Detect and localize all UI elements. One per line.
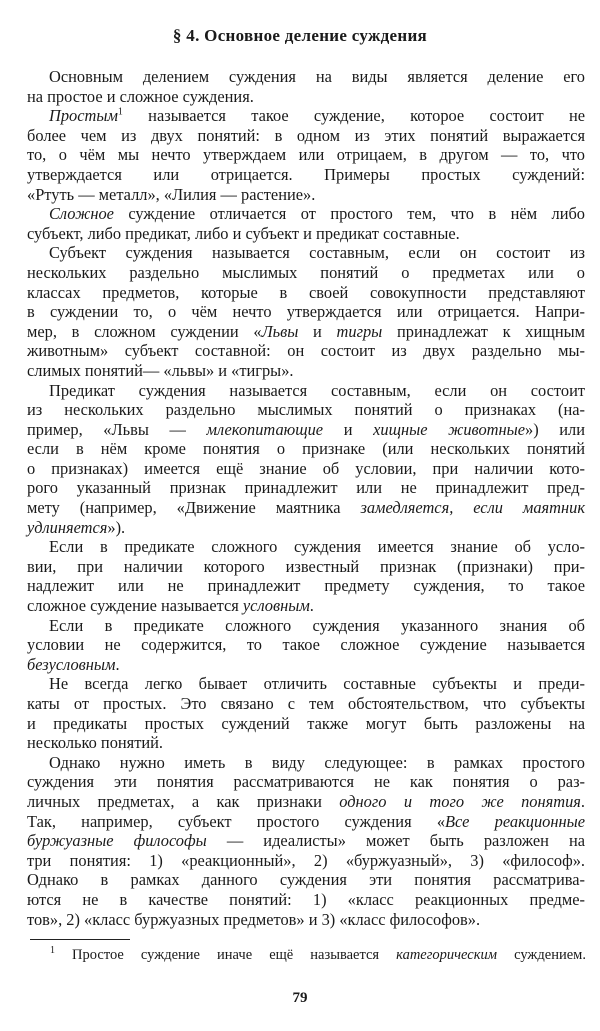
text-run: в суждении то, о чём нечто утверждается или отрицается. Напри- bbox=[27, 302, 585, 322]
paragraph bbox=[27, 106, 585, 204]
text-line bbox=[27, 263, 585, 283]
text-run: Не всегда легко бывает отличить составные субъекты и преди- bbox=[49, 674, 585, 694]
emphasis-text: одного и того же понятия bbox=[339, 791, 581, 811]
text-run: ») или bbox=[525, 419, 586, 439]
text-line bbox=[27, 459, 585, 479]
text-run: тов», 2) «класс буржуазных предметов» и 3) «класс философов». bbox=[27, 909, 481, 929]
text-run: . bbox=[580, 791, 586, 811]
text-run: и bbox=[298, 321, 337, 341]
text-line bbox=[27, 792, 585, 812]
text-line bbox=[27, 204, 585, 224]
text-line bbox=[27, 243, 585, 263]
text-run: личных предметах, а как признаки bbox=[27, 791, 340, 811]
paragraph bbox=[27, 616, 585, 675]
text-run: субъект, либо предикат, либо и субъект и предикат составные. bbox=[27, 223, 460, 243]
text-run: Однако в рамках данного суждения эти понятия рассматрива- bbox=[27, 870, 585, 890]
text-line bbox=[27, 870, 585, 890]
emphasis-text: безусловным bbox=[27, 654, 116, 674]
text-run: Предикат суждения называется составным, если он состоит bbox=[49, 380, 585, 400]
text-run: называется такое суждение, которое состоит не bbox=[122, 106, 585, 126]
text-run: . bbox=[309, 596, 314, 616]
emphasis-text: тигры bbox=[336, 321, 383, 341]
section-title: § 4. Основное деление суждения bbox=[172, 26, 428, 45]
text-run: то, о чём мы нечто утверждаем или отрицаем, в другом — то, что bbox=[27, 145, 585, 165]
text-line bbox=[27, 106, 585, 126]
text-line bbox=[27, 67, 585, 87]
text-line bbox=[27, 478, 585, 498]
paragraph bbox=[27, 243, 585, 380]
text-run: сложное суждение называется bbox=[27, 596, 243, 616]
text-run: . bbox=[115, 654, 120, 674]
text-line bbox=[27, 224, 585, 244]
text-run: вии, при наличии которого известный признак (признаки) при- bbox=[27, 556, 585, 576]
text-line bbox=[27, 694, 585, 714]
text-run: из нескольких раздельно мыслимых понятий о признаках (на- bbox=[27, 400, 585, 420]
text-run: утверждается или отрицается. Примеры простых суждений: bbox=[27, 164, 585, 184]
text-line bbox=[27, 655, 585, 675]
text-run: суждением. bbox=[497, 947, 586, 963]
text-run: Если в предикате сложного суждения имеется знание об усло- bbox=[49, 537, 585, 557]
emphasis-text: млекопитающие bbox=[206, 419, 324, 439]
text-run: принадлежат к хищным bbox=[382, 321, 586, 341]
text-run: и предикаты простых суждений также могут быть разложены на bbox=[27, 713, 585, 733]
emphasis-text: буржуазные философы bbox=[27, 831, 207, 851]
text-line bbox=[27, 772, 585, 792]
emphasis-text: категорическим bbox=[396, 947, 498, 963]
text-line bbox=[27, 616, 585, 636]
text-run: о признаках) имеется ещё знание об условии, при наличии кото- bbox=[27, 458, 585, 478]
text-line bbox=[27, 302, 585, 322]
text-run: Так, например, субъект простого суждения « bbox=[27, 811, 446, 831]
text-run: мер, в сложном суждении « bbox=[27, 321, 262, 341]
emphasis-text: Львы bbox=[261, 321, 299, 341]
text-run: нескольких раздельно мыслимых понятий о предметах или о bbox=[27, 262, 585, 282]
text-run: надлежит или не принадлежит предмету суждения, то такое bbox=[27, 576, 585, 596]
emphasis-text: условным bbox=[242, 596, 310, 616]
text-run: »). bbox=[107, 517, 126, 537]
text-line bbox=[27, 596, 585, 616]
text-line bbox=[27, 361, 585, 381]
paragraph bbox=[27, 537, 585, 615]
emphasis-text: Простым bbox=[49, 106, 118, 126]
text-run: и bbox=[323, 419, 374, 439]
emphasis-text: Сложное bbox=[49, 204, 114, 224]
text-run: несколько понятий. bbox=[27, 733, 163, 753]
text-line bbox=[27, 145, 585, 165]
text-run: Однако нужно иметь в виду следующее: в рамках простого bbox=[49, 752, 585, 772]
text-line bbox=[27, 831, 585, 851]
text-line bbox=[27, 400, 585, 420]
text-line bbox=[27, 576, 585, 596]
text-run: — идеалисты» может быть разложен на bbox=[206, 831, 586, 851]
text-line bbox=[27, 851, 585, 871]
text-line bbox=[27, 341, 585, 361]
emphasis-text: Все реакционные bbox=[445, 811, 585, 831]
emphasis-text: удлиняется bbox=[27, 517, 108, 537]
paragraph bbox=[27, 674, 585, 752]
text-line bbox=[27, 557, 585, 577]
text-run: на простое и сложное суждения. bbox=[27, 86, 254, 106]
text-line bbox=[27, 714, 585, 734]
text-run: классах предметов, которые в своей совокупности представляют bbox=[27, 282, 585, 302]
text-run: суждения эти понятия рассматриваются не как понятия о раз- bbox=[27, 772, 585, 792]
paragraph bbox=[27, 381, 585, 538]
footnote bbox=[50, 947, 586, 964]
text-line bbox=[27, 890, 585, 910]
text-line bbox=[27, 322, 585, 342]
text-line bbox=[27, 518, 585, 538]
text-line bbox=[27, 283, 585, 303]
text-line bbox=[27, 498, 585, 518]
text-line bbox=[27, 537, 585, 557]
text-run: ются не в качестве понятий: 1) «класс реакционных предме- bbox=[27, 889, 585, 909]
footnote-marker: 1 bbox=[117, 106, 123, 118]
text-run: три понятия: 1) «реакционный», 2) «буржуазный», 3) «философ». bbox=[27, 850, 585, 870]
text-line bbox=[27, 165, 585, 185]
footnote-divider bbox=[30, 939, 130, 940]
text-run: животным» субъект составной: он состоит из двух раздельно мы- bbox=[27, 341, 585, 361]
text-run: если в нём кроме понятия о признаке (или нескольких понятий bbox=[27, 439, 585, 459]
text-run: Субъект суждения называется составным, если он состоит из bbox=[49, 243, 585, 263]
paragraph bbox=[27, 67, 585, 106]
text-line bbox=[27, 733, 585, 753]
text-line bbox=[27, 635, 585, 655]
text-run: более чем из двух понятий: в одном из этих понятий выражается bbox=[27, 125, 585, 145]
text-run: рого указанный признак принадлежит или не принадлежит пред- bbox=[27, 478, 585, 498]
text-line bbox=[27, 381, 585, 401]
paragraph bbox=[27, 204, 585, 243]
text-line bbox=[27, 812, 585, 832]
text-line bbox=[27, 87, 585, 107]
page-number: 79 bbox=[292, 990, 308, 1006]
text-line bbox=[27, 910, 585, 930]
paragraph bbox=[27, 753, 585, 929]
text-run: Простое суждение иначе ещё называется bbox=[55, 947, 397, 963]
text-line bbox=[27, 126, 585, 146]
text-run: Если в предикате сложного суждения указанного знания об bbox=[49, 615, 585, 635]
text-run: каты от простых. Это связано с тем обстоятельством, что субъекты bbox=[27, 694, 585, 713]
text-line bbox=[27, 420, 585, 440]
emphasis-text: хищные животные bbox=[373, 419, 525, 439]
text-run: пример, «Львы — bbox=[27, 419, 207, 439]
text-run: слимых понятий— «львы» и «тигры». bbox=[27, 360, 294, 380]
text-line bbox=[27, 185, 585, 205]
text-line bbox=[27, 439, 585, 459]
text-run: Основным делением суждения на виды является деление его bbox=[49, 67, 585, 86]
text-run: суждение отличается от простого тем, что в нём либо bbox=[113, 204, 585, 224]
text-run: условии не содержится, то такое сложное суждение называется bbox=[27, 635, 585, 655]
text-run: мету (например, «Движение маятника bbox=[27, 498, 361, 518]
footnote-marker: 1 bbox=[50, 945, 55, 957]
text-run: «Ртуть — металл», «Лилия — растение». bbox=[27, 184, 316, 204]
text-line bbox=[27, 753, 585, 773]
emphasis-text: замедляется, если маятник bbox=[360, 498, 585, 518]
body-text bbox=[27, 67, 585, 929]
text-line bbox=[27, 674, 585, 694]
